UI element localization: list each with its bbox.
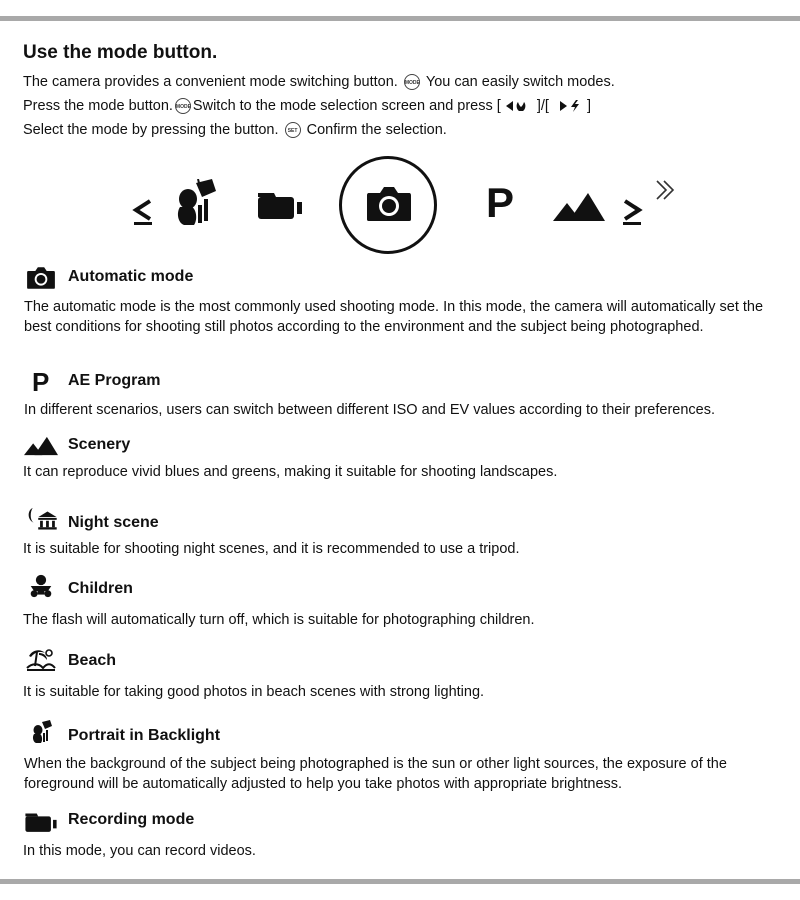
mountain-icon[interactable] bbox=[553, 193, 605, 221]
right-flash-icon bbox=[553, 99, 583, 113]
intro-line-3 bbox=[23, 122, 447, 138]
left-arrow-icon[interactable] bbox=[130, 197, 156, 225]
section-description: It is suitable for taking good photos in beach scenes with strong lighting. bbox=[23, 684, 485, 700]
intro-text: You can easily switch modes. bbox=[425, 74, 615, 91]
page-title: Use the mode button. bbox=[23, 42, 218, 63]
mountain-icon bbox=[24, 434, 58, 458]
section-title: Scenery bbox=[68, 436, 131, 453]
intro-text: Select the mode by pressing the button. bbox=[23, 122, 279, 139]
bottom-divider bbox=[0, 879, 800, 884]
left-macro-icon bbox=[505, 99, 533, 113]
section-description: The flash will automatically turn off, which is suitable for photographing children. bbox=[23, 612, 535, 628]
intro-text: The camera provides a convenient mode switching button. bbox=[23, 74, 398, 91]
children-icon bbox=[24, 574, 58, 598]
intro-text: ]/[ bbox=[536, 98, 549, 115]
p-icon[interactable]: P bbox=[486, 179, 515, 226]
mode-selection-strip bbox=[0, 155, 800, 255]
section-title: Recording mode bbox=[68, 811, 195, 828]
p-icon: P bbox=[32, 367, 50, 397]
camera-icon bbox=[24, 266, 58, 290]
section-description: In different scenarios, users can switch between different ISO and EV values according to their preferences. bbox=[24, 402, 716, 418]
video-camera-icon[interactable] bbox=[256, 189, 304, 221]
section-title: AE Program bbox=[68, 372, 161, 389]
section-title: Automatic mode bbox=[68, 268, 194, 285]
selected-mode-ring[interactable] bbox=[339, 156, 437, 254]
beach-icon bbox=[24, 648, 58, 672]
right-arrow-icon[interactable] bbox=[619, 197, 645, 225]
section-description: The automatic mode is the most commonly used shooting mode. In this mode, the camera will automatically set the best conditions for shooting still photos according to the environment and the subject being photographed. bbox=[24, 299, 764, 335]
top-divider bbox=[0, 16, 800, 21]
night-scene-icon bbox=[24, 506, 58, 530]
section-description: It can reproduce vivid blues and greens, making it suitable for shooting landscapes. bbox=[23, 464, 558, 480]
backlight-portrait-icon[interactable] bbox=[172, 179, 216, 227]
section-title: Night scene bbox=[68, 514, 159, 531]
intro-line-1 bbox=[23, 74, 615, 90]
camera-icon bbox=[366, 185, 412, 223]
intro-text: ] bbox=[587, 98, 592, 115]
intro-text: Confirm the selection. bbox=[306, 122, 447, 139]
chevron-double-right-icon[interactable] bbox=[654, 179, 678, 201]
section-description: In this mode, you can record videos. bbox=[23, 843, 256, 859]
section-title: Children bbox=[68, 580, 133, 597]
video-camera-icon bbox=[24, 810, 58, 834]
mode-button-icon: MODE bbox=[175, 98, 191, 114]
mode-button-icon: MODE bbox=[404, 74, 420, 90]
section-description: When the background of the subject being photographed is the sun or other light sources, the exposure of the foreground will be automatically adjusted to help you take photos with appropriate brightness. bbox=[24, 756, 727, 792]
section-description: It is suitable for shooting night scenes, and it is recommended to use a tripod. bbox=[23, 541, 520, 557]
intro-text: Press the mode button. bbox=[23, 98, 173, 115]
set-button-icon: SET bbox=[285, 122, 301, 138]
intro-text: Switch to the mode selection screen and press [ bbox=[192, 98, 501, 115]
intro-line-2 bbox=[23, 98, 591, 114]
backlight-portrait-icon bbox=[24, 720, 58, 744]
section-title: Portrait in Backlight bbox=[68, 727, 221, 744]
section-title: Beach bbox=[68, 652, 117, 669]
